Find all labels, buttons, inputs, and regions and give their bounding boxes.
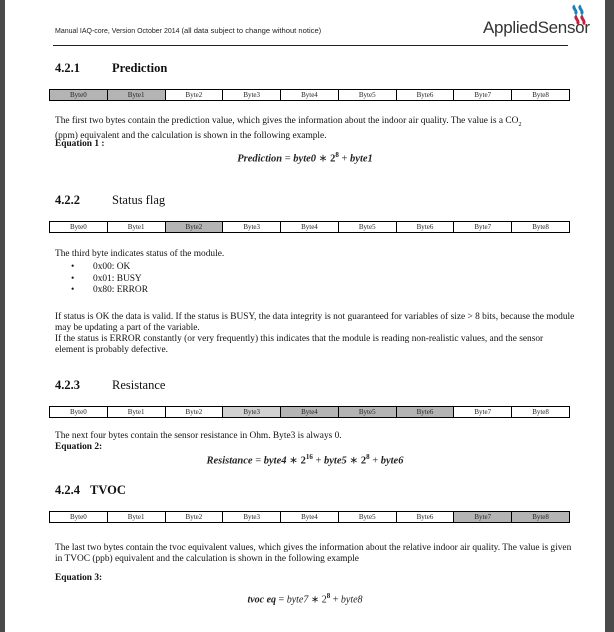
byte-cell: Byte1 — [107, 407, 165, 418]
section-number: 4.2.3 — [55, 378, 80, 392]
eq-term: byte5 — [324, 455, 347, 467]
eq-op: ∗ — [310, 594, 320, 606]
byte-cell: Byte7 — [454, 512, 512, 523]
byte-cell: Byte3 — [223, 222, 281, 233]
section-heading-status-flag — [55, 193, 165, 208]
byte-cell: Byte6 — [396, 407, 454, 418]
status-item: • 0x80: ERROR — [93, 285, 148, 297]
eq-term: byte1 — [350, 153, 373, 165]
byte-cell: Byte5 — [338, 222, 396, 233]
eq-base: 2 — [321, 594, 327, 606]
status-item: • 0x01: BUSY — [93, 274, 148, 286]
equation-label: Equation 3: — [55, 573, 103, 583]
eq-base: 2 — [330, 153, 336, 165]
eq-op: = — [284, 153, 291, 165]
eq-exponent: 16 — [305, 453, 313, 461]
brand-logo — [483, 4, 593, 42]
byte-table-status-flag — [49, 221, 570, 233]
byte-cell: Byte0 — [50, 222, 108, 233]
section-number: 4.2.1 — [55, 61, 80, 75]
byte-cell: Byte3 — [223, 407, 281, 418]
byte-cell: Byte0 — [50, 90, 108, 101]
eq-op: + — [372, 455, 379, 467]
eq-exponent: 8 — [326, 592, 331, 600]
byte-cell: Byte4 — [281, 407, 339, 418]
byte-cell: Byte1 — [107, 90, 165, 101]
byte-cell: Byte1 — [107, 512, 165, 523]
status-item: • 0x00: OK — [93, 262, 148, 274]
status-intro: The third byte indicates status of the module. — [55, 249, 225, 259]
equation-label: Equation 1 : — [55, 139, 105, 149]
section-number: 4.2.4 — [55, 483, 80, 497]
status-list — [55, 262, 148, 297]
eq-term: tvoc eq — [247, 594, 277, 606]
byte-cell: Byte5 — [338, 407, 396, 418]
byte-cell: Byte5 — [338, 90, 396, 101]
eq-term: byte4 — [263, 455, 287, 467]
byte-cell: Byte4 — [281, 90, 339, 101]
eq-op: + — [315, 455, 322, 467]
prediction-paragraph — [55, 116, 575, 142]
byte-cell: Byte0 — [50, 407, 108, 418]
byte-cell: Byte8 — [512, 407, 570, 418]
eq-term: byte6 — [380, 455, 404, 467]
header-rule — [53, 45, 568, 46]
running-header — [55, 26, 321, 35]
paragraph-text: If the status is ERROR constantly (or very frequently) this indicates that the module is reading non-realistic values, and the sensor element is probably defective. — [55, 334, 544, 355]
section-heading-prediction — [55, 61, 167, 76]
equation-label: Equation 2: — [55, 442, 103, 452]
tvoc-paragraph: The last two bytes contain the tvoc equivalent values, which gives the information about the relative indoor air quality. The value is given in TVOC (ppb) equivalent and the calculation is shown in the following example — [55, 543, 572, 564]
byte-cell: Byte0 — [50, 512, 108, 523]
byte-cell: Byte8 — [512, 222, 570, 233]
equation-prediction — [5, 151, 605, 165]
byte-cell: Byte3 — [223, 512, 281, 523]
byte-cell: Byte7 — [454, 90, 512, 101]
byte-cell: Byte6 — [396, 222, 454, 233]
byte-cell: Byte4 — [281, 222, 339, 233]
equation-resistance — [5, 453, 605, 467]
section-title: Status flag — [112, 193, 166, 207]
section-title: Prediction — [112, 61, 168, 75]
byte-cell: Byte2 — [165, 512, 223, 523]
section-title: TVOC — [90, 483, 126, 497]
document-page — [5, 0, 605, 632]
paragraph-text: If status is OK the data is valid. If the status is BUSY, the data integrity is not guaranteed for variables of size > 8 bits, because the module may be updating a part of the variable. — [55, 312, 575, 333]
eq-term: Prediction — [237, 153, 283, 165]
eq-op: ∗ — [289, 455, 298, 467]
section-title: Resistance — [112, 378, 166, 392]
section-heading-resistance — [55, 378, 165, 393]
byte-cell: Byte4 — [281, 512, 339, 523]
byte-cell: Byte2 — [165, 90, 223, 101]
eq-op: = — [255, 455, 262, 467]
byte-cell: Byte2 — [165, 407, 223, 418]
byte-cell: Byte7 — [454, 407, 512, 418]
byte-cell: Byte8 — [512, 512, 570, 523]
byte-cell: Byte6 — [396, 512, 454, 523]
paragraph-text: (ppm) equivalent and the calculation is shown in the following example. — [55, 130, 327, 141]
byte-cell: Byte2 — [165, 222, 223, 233]
byte-cell: Byte6 — [396, 90, 454, 101]
eq-term: byte8 — [340, 594, 363, 606]
byte-cell: Byte7 — [454, 222, 512, 233]
byte-cell: Byte8 — [512, 90, 570, 101]
byte-table-tvoc — [49, 511, 570, 523]
subscript: 2 — [518, 121, 522, 128]
brand-name: AppliedSensor — [483, 18, 590, 37]
eq-op: + — [341, 153, 348, 165]
eq-base: 2 — [300, 455, 306, 467]
eq-term: byte7 — [286, 594, 309, 606]
paragraph-text: The first two bytes contain the prediction value, which gives the information about the indoor air quality. The value is a CO — [55, 116, 519, 126]
byte-table-resistance — [49, 406, 570, 418]
byte-table-prediction — [49, 89, 570, 101]
eq-base: 2 — [360, 455, 367, 467]
byte-cell: Byte5 — [338, 512, 396, 523]
eq-term: Resistance — [206, 455, 253, 467]
eq-op: ∗ — [349, 455, 359, 467]
eq-op: ∗ — [318, 153, 328, 165]
eq-op: + — [332, 594, 339, 606]
eq-exponent: 8 — [335, 151, 339, 159]
byte-cell: Byte3 — [223, 90, 281, 101]
doc-title: Manual IAQ-core, Version October 2014 — [55, 28, 180, 35]
section-number: 4.2.2 — [55, 193, 80, 207]
section-heading-tvoc — [55, 483, 126, 498]
eq-term: byte0 — [293, 153, 317, 165]
disclaimer: (all data subject to change without notice) — [181, 26, 322, 35]
applied-sensor-logo-icon — [567, 4, 593, 30]
byte-cell: Byte1 — [107, 222, 165, 233]
status-paragraph — [55, 312, 575, 356]
eq-exponent: 8 — [366, 453, 370, 461]
resistance-paragraph: The next four bytes contain the sensor resistance in Ohm. Byte3 is always 0. — [55, 431, 342, 441]
eq-op: = — [278, 594, 285, 606]
equation-tvoc — [5, 592, 605, 605]
